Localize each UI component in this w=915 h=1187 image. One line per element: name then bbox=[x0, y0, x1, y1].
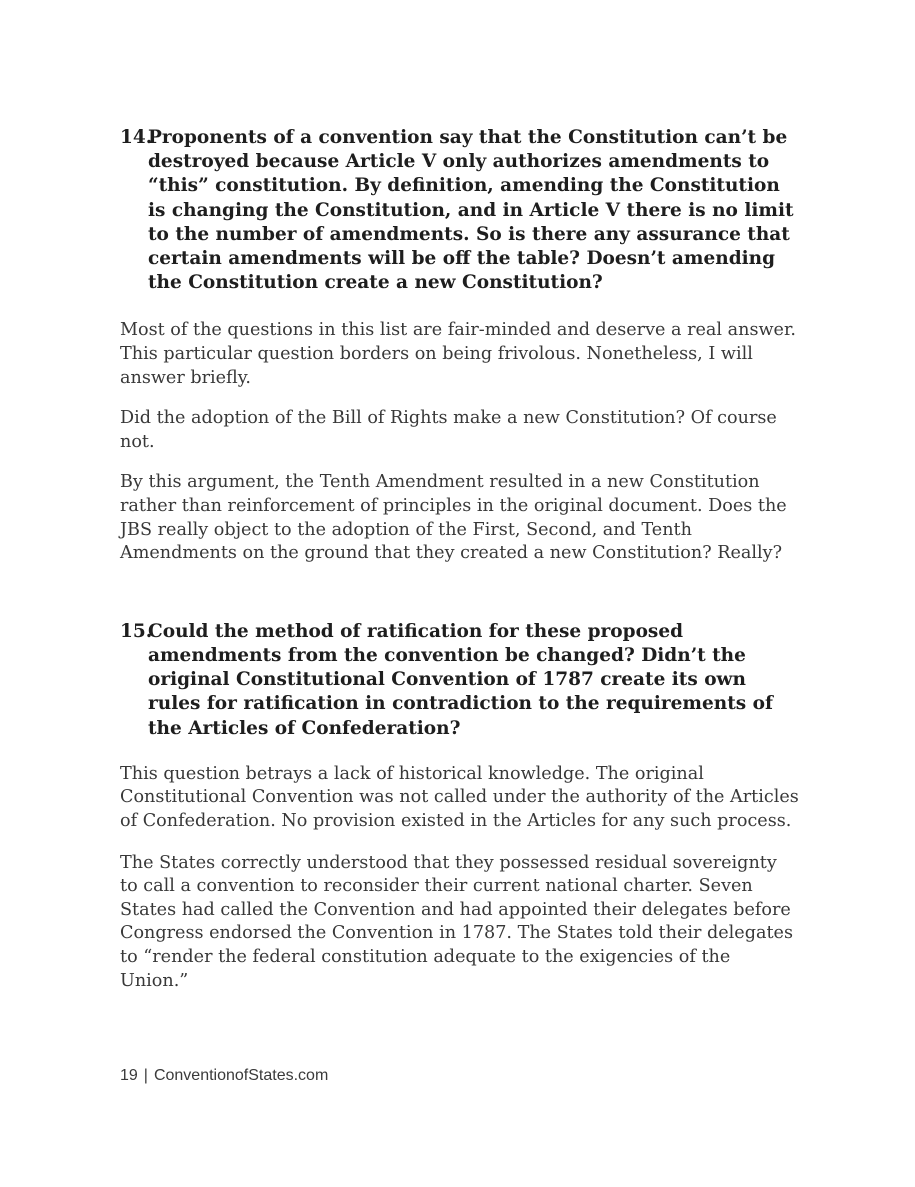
question-text: Could the method of ratification for these proposed amendments from the convention be changed? Didn’t the original Constitutional Convention of 1787 create its own rules for ratification in contradiction to the requirements of the Articles of Confederation? bbox=[148, 620, 773, 739]
footer-separator: | bbox=[143, 1067, 148, 1084]
question-number: 14. bbox=[120, 127, 153, 148]
question-14-heading bbox=[120, 126, 800, 295]
page-content bbox=[120, 126, 800, 993]
footer-site-name: ConventionofStates.com bbox=[153, 1067, 329, 1084]
question-number: 15. bbox=[120, 620, 153, 642]
answer-14-paragraph-1: Most of the questions in this list are fair-minded and deserve a real answer. This particular question borders on being frivolous. Nonetheless, I will answer briefly. bbox=[120, 320, 797, 388]
answer-14-paragraph-3: By this argument, the Tenth Amendment resulted in a new Constitution rather than reinforcement of principles in the original document. Does the JBS really object to the adoption of the First, Second, and Tenth Amendments on the ground that they created a new Constitution? Really? bbox=[120, 472, 787, 564]
answer-15-paragraph-2: The States correctly understood that they possessed residual sovereignty to call a convention to reconsider their current national charter. Seven States had called the Convention and had appointed their delegates before Congress endorsed the Convention in 1787. The States told their delegates to “render the federal constitution adequate to the exigencies of the Union.” bbox=[120, 852, 793, 991]
answer-14-paragraph-2: Did the adoption of the Bill of Rights make a new Constitution? Of course not. bbox=[120, 408, 777, 452]
question-15-heading bbox=[120, 620, 800, 741]
page-footer bbox=[120, 1067, 328, 1085]
answer-15-paragraph-1: This question betrays a lack of historical knowledge. The original Constitutional Convention was not called under the authority of the Articles of Confederation. No provision existed in the Articles for any such process. bbox=[120, 763, 799, 831]
page-number: 19 bbox=[120, 1067, 138, 1084]
question-text: Proponents of a convention say that the Constitution can’t be destroyed because Article V only authorizes amendments to “this” constitution. By definition, amending the Constitution is changing the Constitution, and in Article V there is no limit to the number of amendments. So is there any assurance that certain amendments will be off the table? Doesn’t amending the Constitution create a new Constitution? bbox=[148, 127, 794, 294]
